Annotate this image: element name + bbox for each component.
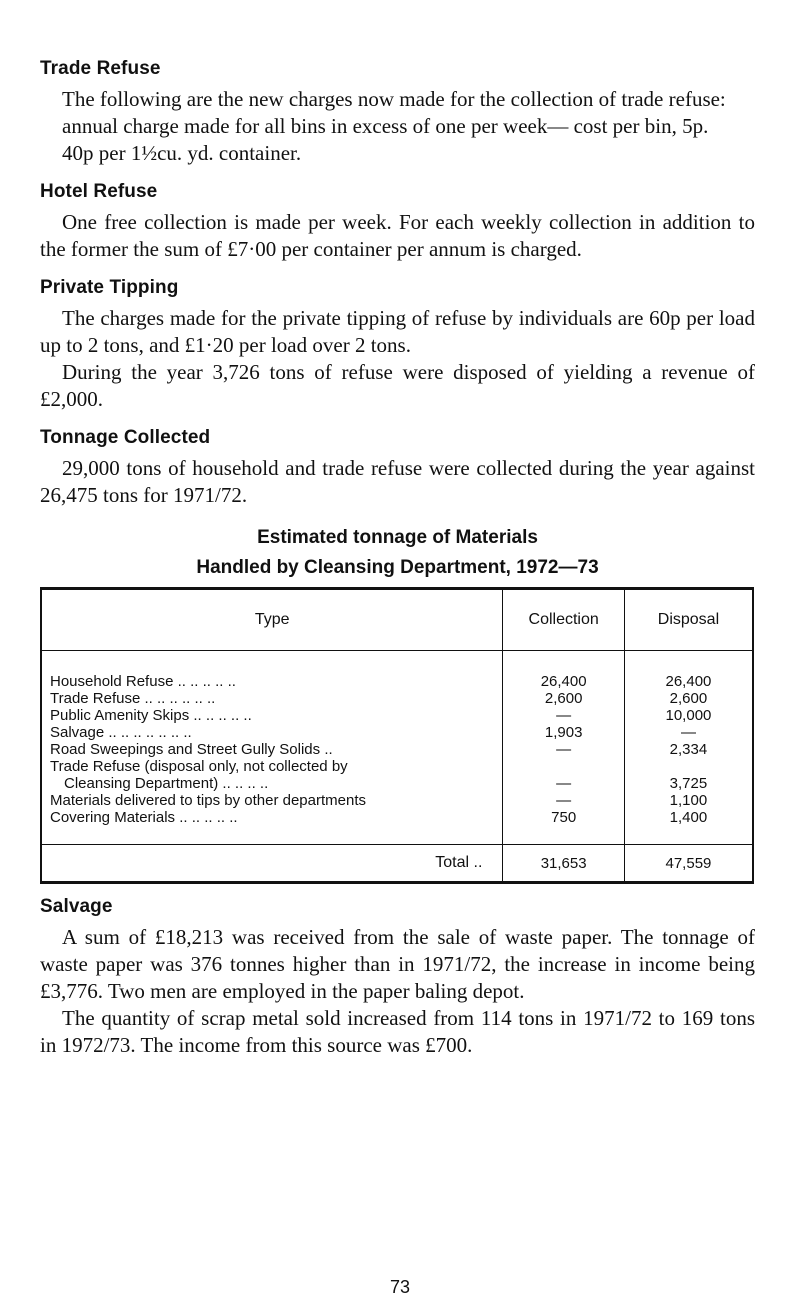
type-cell: Road Sweepings and Street Gully Solids .. [50, 741, 333, 758]
salvage-text-2: The quantity of scrap metal sold increased from 114 tons in 1971/72 to 169 tons in 1972/73. The income from this source was £700. [40, 1006, 755, 1057]
trade-refuse-section [40, 58, 755, 167]
trade-refuse-charge-2: 40p per 1½cu. yd. container. [62, 141, 302, 165]
private-tipping-section [40, 277, 755, 413]
trade-refuse-intro: The following are the new charges now made for the collection of trade refuse: [62, 87, 726, 111]
collection-cell: — [556, 741, 572, 758]
collection-cell: — [556, 792, 572, 809]
total-label: Total .. [41, 845, 503, 883]
tonnage-collected-section [40, 427, 755, 509]
table-body-row [41, 651, 753, 845]
disposal-cell [625, 758, 752, 775]
disposal-cell: 10,000 [665, 707, 712, 724]
disposal-cell: 1,100 [669, 792, 708, 809]
disposal-cell: — [680, 724, 696, 741]
table-header-row [41, 589, 753, 651]
total-collection: 31,653 [503, 845, 624, 883]
type-cell: Trade Refuse .. .. .. .. .. .. [50, 690, 216, 707]
type-cell: Trade Refuse (disposal only, not collected by [50, 758, 348, 775]
total-disposal: 47,559 [624, 845, 753, 883]
collection-cell: 26,400 [540, 673, 587, 690]
type-cell: Salvage .. .. .. .. .. .. .. [50, 724, 192, 741]
header-collection: Collection [503, 589, 624, 651]
disposal-cell: 2,600 [669, 690, 708, 707]
page-number: 73 [389, 1277, 411, 1297]
type-column [41, 651, 503, 845]
private-tipping-heading: Private Tipping [40, 277, 179, 298]
disposal-cell: 3,725 [669, 775, 708, 792]
type-cell: Materials delivered to tips by other departments [50, 792, 366, 809]
document-page [40, 58, 755, 1073]
table-title-2: Handled by Cleansing Department, 1972—73 [196, 557, 599, 578]
hotel-refuse-section [40, 181, 755, 263]
type-cell: Household Refuse .. .. .. .. .. [50, 673, 236, 690]
private-tipping-text-1: The charges made for the private tipping of refuse by individuals are 60p per load up to 2 tons, and £1·20 per load over 2 tons. [40, 306, 755, 357]
collection-cell: — [556, 775, 572, 792]
disposal-cell: 2,334 [669, 741, 708, 758]
salvage-heading: Salvage [40, 896, 113, 917]
table-total-row [41, 845, 753, 883]
collection-cell: 750 [551, 809, 577, 826]
trade-refuse-heading: Trade Refuse [40, 58, 161, 79]
private-tipping-text-2: During the year 3,726 tons of refuse were disposed of yielding a revenue of £2,000. [40, 360, 755, 411]
tonnage-collected-text: 29,000 tons of household and trade refuse were collected during the year against 26,475 tons for 1971/72. [40, 456, 755, 507]
tonnage-collected-heading: Tonnage Collected [40, 427, 211, 448]
type-cell: Public Amenity Skips .. .. .. .. .. [50, 707, 252, 724]
disposal-cell: 1,400 [669, 809, 708, 826]
header-disposal: Disposal [624, 589, 753, 651]
hotel-refuse-heading: Hotel Refuse [40, 181, 158, 202]
trade-refuse-charge-1: annual charge made for all bins in excess of one per week— cost per bin, 5p. [62, 114, 709, 138]
collection-cell: 1,903 [544, 724, 583, 741]
hotel-refuse-text: One free collection is made per week. For each weekly collection in addition to the former the sum of £7·00 per container per annum is charged. [40, 210, 755, 261]
collection-cell: — [556, 707, 572, 724]
type-cell: Cleansing Department) .. .. .. .. [64, 775, 269, 792]
salvage-text-1: A sum of £18,213 was received from the sale of waste paper. The tonnage of waste paper was 376 tonnes higher than in 1971/72, the increase in income being £3,776. Two men are employed in the paper baling depot. [40, 925, 755, 1003]
collection-column [503, 651, 624, 845]
disposal-cell: 26,400 [665, 673, 712, 690]
type-cell: Covering Materials .. .. .. .. .. [50, 809, 238, 826]
collection-cell: 2,600 [544, 690, 583, 707]
tonnage-table [40, 587, 754, 884]
salvage-section [40, 896, 755, 1059]
disposal-column [624, 651, 753, 845]
header-type: Type [41, 589, 503, 651]
table-title-1: Estimated tonnage of Materials [257, 527, 538, 548]
collection-cell [503, 758, 623, 775]
